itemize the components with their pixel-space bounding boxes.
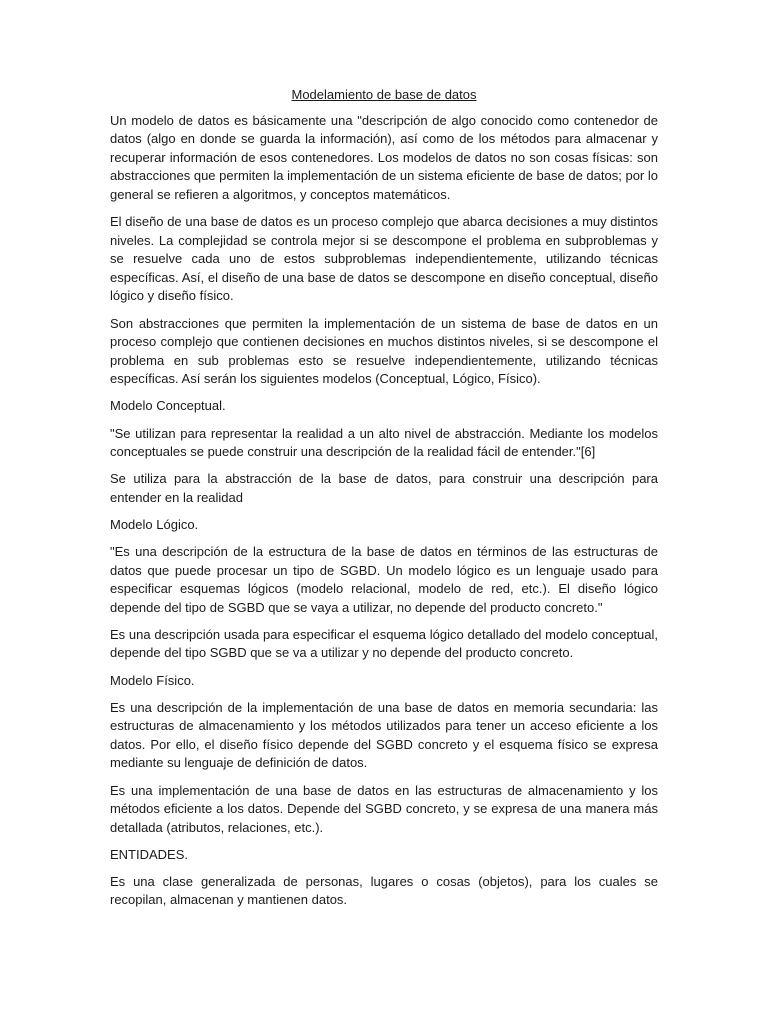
document-title: Modelamiento de base de datos (291, 87, 477, 102)
section-heading: Modelo Lógico. (110, 516, 199, 532)
section-heading: ENTIDADES. (110, 846, 189, 862)
section-heading: Modelo Conceptual. (110, 398, 226, 414)
paragraph: Un modelo de datos es básicamente una "descripción de algo conocido como contenedor de datos (algo en donde se guarda la información), así como de los métodos para almacenar y recuperar información de esos contenedores. Los modelos de datos no son cosas físicas: son abstracciones que permiten la implementación de un sistema eficiente de base de datos; por lo general se refieren a algoritmos, y conceptos matemáticos. (110, 112, 658, 202)
document-page (110, 86, 658, 919)
paragraph: Es una clase generalizada de personas, lugares o cosas (objetos), para los cuales se recopilan, almacenan y mantienen datos. (110, 873, 658, 908)
paragraph: Se utiliza para la abstracción de la base de datos, para construir una descripción para entender en la realidad (110, 471, 658, 505)
paragraph: Es una descripción de la implementación de una base de datos en memoria secundaria: las estructuras de almacenamiento y los métodos utilizados para tener un acceso eficiente a los datos. Por ello, el diseño físico depende del SGBD concreto y el esquema físico se expresa mediante su lenguaje de definición de datos. (110, 699, 658, 771)
paragraph: Son abstracciones que permiten la implementación de un sistema de base de datos en un proceso complejo que contienen decisiones en muchos distintos niveles, si se descompone el problema en sub problemas esto se resuelve independientemente, utilizando técnicas específicas. Así serán los siguientes modelos (Conceptual, Lógico, Físico). (110, 315, 658, 387)
paragraph: Es una descripción usada para especificar el esquema lógico detallado del modelo conceptual, depende del tipo SGBD que se va a utilizar y no depende del producto concreto. (110, 626, 658, 661)
section-heading: Modelo Físico. (110, 672, 195, 688)
paragraph: "Se utilizan para representar la realidad a un alto nivel de abstracción. Mediante los modelos conceptuales se puede construir una descripción de la realidad fácil de entender."[6] (110, 425, 658, 460)
paragraph: "Es una descripción de la estructura de la base de datos en términos de las estructuras de datos que puede procesar un tipo de SGBD. Un modelo lógico es un lenguaje usado para especificar esquemas lógicos (modelo relacional, modelo de red, etc.). El diseño lógico depende del tipo de SGBD que se vaya a utilizar, no depende del producto concreto." (110, 543, 658, 615)
paragraph: Es una implementación de una base de datos en las estructuras de almacenamiento y los métodos eficiente a los datos. Depende del SGBD concreto, y se expresa de una manera más detallada (atributos, relaciones, etc.). (110, 782, 658, 835)
paragraph: El diseño de una base de datos es un proceso complejo que abarca decisiones a muy distintos niveles. La complejidad se controla mejor si se descompone el problema en subproblemas y se resuelve cada uno de estos subproblemas independientemente, utilizando técnicas específicas. Así, el diseño de una base de datos se descompone en diseño conceptual, diseño lógico y diseño físico. (110, 214, 658, 304)
